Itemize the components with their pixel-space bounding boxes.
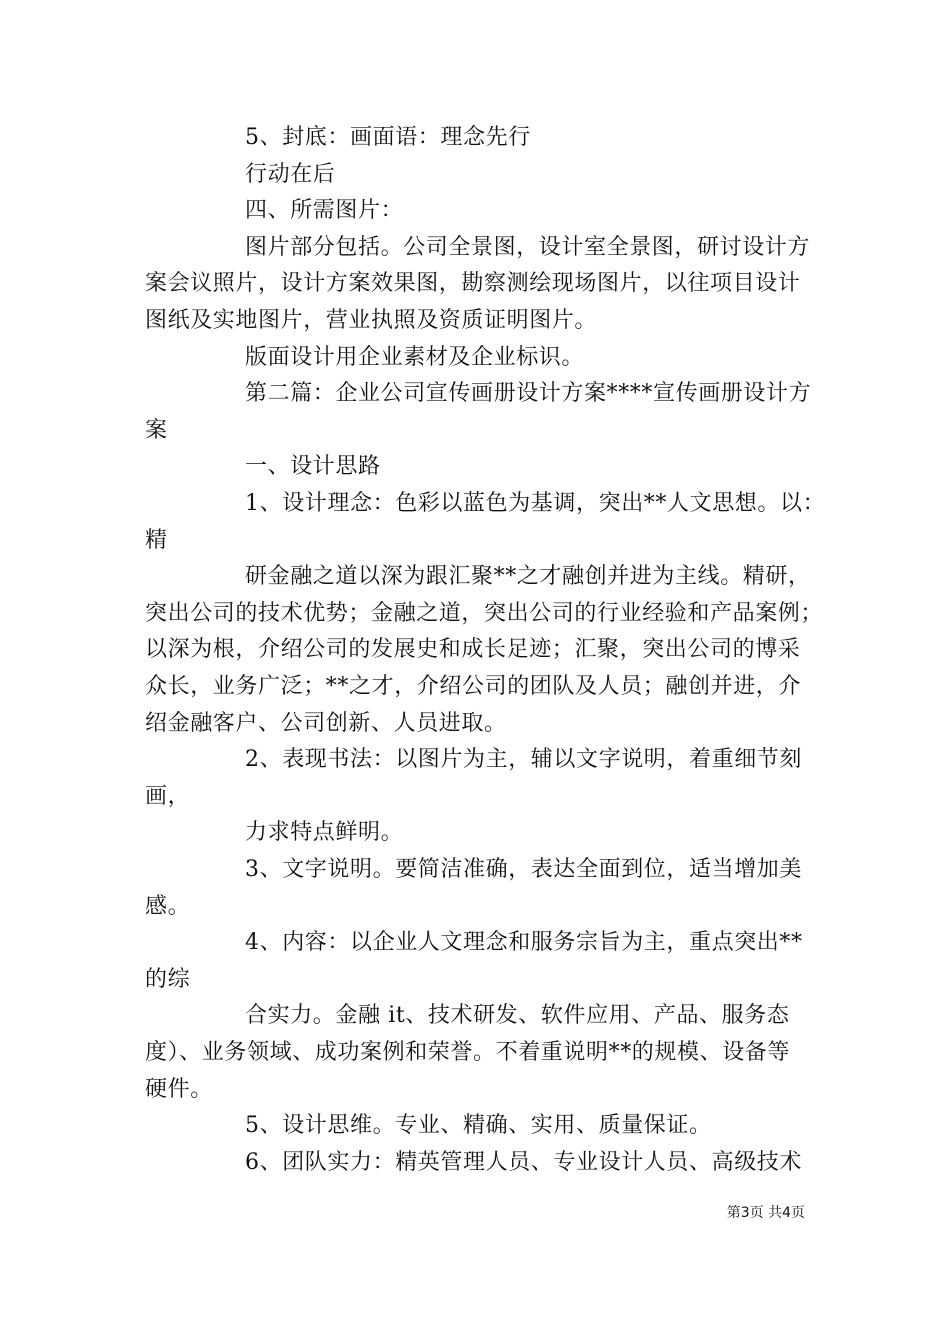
text-line: 1、设计理念：色彩以蓝色为基调，突出**人文思想。以： (245, 491, 826, 516)
text-line: 案会议照片，设计方案效果图，勘察测绘现场图片，以往项目设计 (145, 271, 801, 297)
text-line: 众长，业务广泛；**之才，介绍公司的团队及人员；融创并进，介 (145, 674, 802, 699)
text-line: 5、设计思维。专业、精确、实用、质量保证。 (245, 1113, 712, 1139)
text-line: 硬件。 (145, 1076, 213, 1102)
text-line: 突出公司的技术优势；金融之道，突出公司的行业经验和产品案例； (145, 600, 824, 626)
text-line: 研金融之道以深为跟汇聚**之才融创并进为主线。精研， (245, 564, 811, 590)
text-line: 图片部分包括。公司全景图，设计室全景图，研讨设计方 (245, 234, 811, 260)
text-line: 精 (145, 527, 168, 553)
text-line: 感。 (145, 893, 191, 919)
text-line: 以深为根，介绍公司的发展史和成长足迹；汇聚，突出公司的博采 (145, 637, 801, 663)
text-line: 的综 (145, 966, 191, 992)
text-line: 绍金融客户、公司创新、人员进取。 (145, 710, 507, 736)
text-line: 行动在后 (245, 161, 336, 187)
text-line: 合实力。金融 it、技术研发、软件应用、产品、服务态 (245, 1003, 790, 1029)
text-line: 度）、业务领域、成功案例和荣誉。不着重说明**的规模、设备等 (145, 1040, 791, 1065)
text-line: 图纸及实地图片，营业执照及资质证明图片。 (145, 308, 598, 333)
text-line: 2、表现书法：以图片为主，辅以文字说明，着重细节刻 (245, 747, 802, 773)
text-line: 版面设计用企业素材及企业标识。 (245, 344, 585, 370)
text-line: 一、设计思路 (245, 454, 381, 480)
text-line: 4、内容：以企业人文理念和服务宗旨为主，重点突出** (245, 930, 803, 956)
text-line: 力求特点鲜明。 (245, 820, 404, 846)
text-line: 6、团队实力：精英管理人员、专业设计人员、高级技术 (245, 1149, 802, 1175)
text-line: 5、封底：画面语：理念先行 (245, 125, 531, 150)
text-line: 画， (145, 783, 191, 809)
page-number: 第3页 共4页 (726, 1205, 805, 1221)
text-line: 案 (145, 417, 168, 443)
text-line: 四、所需图片： (245, 198, 404, 224)
text-line: 3、文字说明。要简洁准确，表达全面到位，适当增加美 (245, 857, 802, 882)
text-line: 第二篇：企业公司宣传画册设计方案****宣传画册设计方 (245, 381, 812, 407)
